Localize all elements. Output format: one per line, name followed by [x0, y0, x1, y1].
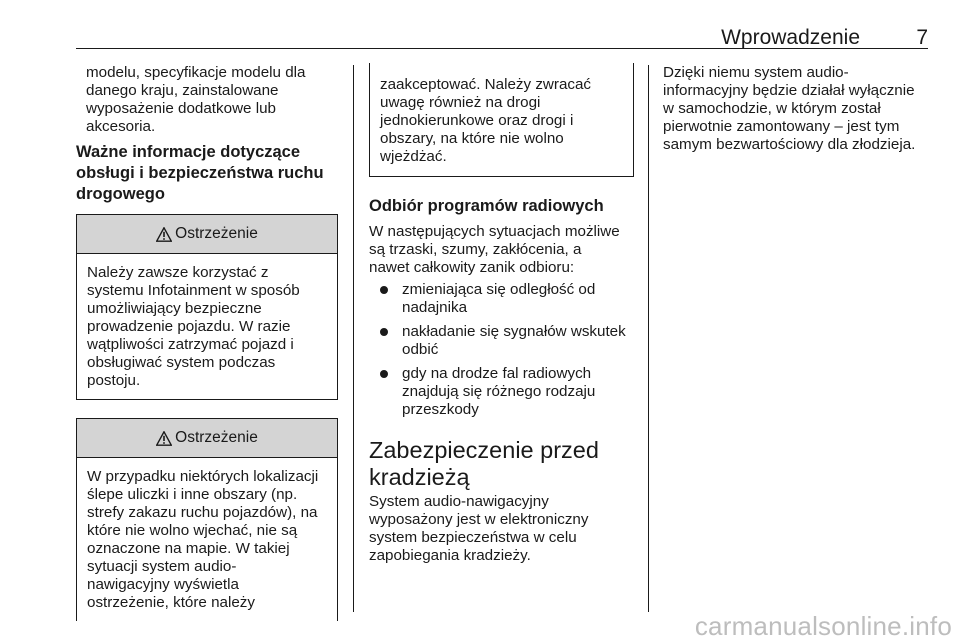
text-line: ostrzeżenie, które należy	[87, 594, 255, 611]
text-line: są trzaski, szumy, zakłócenia, a	[369, 241, 582, 258]
text-line: przeszkody	[402, 401, 479, 418]
heading-line: drogowego	[76, 185, 165, 203]
warning-title: Ostrzeżenie	[175, 225, 258, 242]
heading-line: Ważne informacje dotyczące	[76, 143, 301, 161]
text-line: wyposażony jest w elektroniczny	[369, 511, 589, 528]
section-subheading	[76, 142, 338, 205]
text-line: modelu, specyfikacje modelu dla	[86, 64, 306, 81]
text-line: nadajnika	[402, 299, 468, 316]
reception-issues-list	[369, 281, 634, 419]
warning-title: Ostrzeżenie	[175, 429, 258, 446]
text-line: systemu Infotainment w sposób	[87, 282, 300, 299]
text-line: nawigacyjny wyświetla	[87, 576, 239, 593]
list-item	[369, 365, 634, 419]
watermark: carmanualsonline.info	[694, 611, 952, 641]
column-3	[663, 64, 931, 154]
heading-line: kradzieżą	[369, 464, 470, 490]
column-2	[369, 64, 634, 565]
heading-line: obsługi i bezpieczeństwa ruchu	[76, 164, 324, 182]
text-line: zmieniająca się odległość od	[402, 281, 596, 298]
text-line: zaakceptować. Należy zwracać	[380, 76, 592, 93]
text-line: W następujących sytuacjach możliwe	[369, 223, 620, 240]
text-line: sytuacji system audio-	[87, 558, 237, 575]
text-line: danego kraju, zainstalowane	[86, 82, 279, 99]
theft-protection-heading	[369, 437, 634, 491]
text-line: System audio-nawigacyjny	[369, 493, 549, 510]
text-line: nakładanie się sygnałów wskutek	[402, 323, 626, 340]
column-divider	[648, 65, 649, 612]
theft-paragraph	[369, 493, 634, 565]
text-line: które nie wolno wjechać, nie są	[87, 522, 298, 539]
warning-box-continued	[369, 63, 634, 177]
warning-triangle-icon	[156, 431, 172, 446]
bullet-icon	[380, 370, 388, 378]
text-line: wątpliwości zatrzymać pojazd i	[87, 336, 294, 353]
text-line: umożliwiający bezpieczne	[87, 300, 262, 317]
radio-reception-heading: Odbiór programów radiowych	[369, 197, 604, 215]
intro-paragraph	[76, 64, 338, 136]
list-item	[369, 281, 634, 317]
text-line: system bezpieczeństwa w celu	[369, 529, 577, 546]
text-line: prowadzenie pojazdu. W razie	[87, 318, 291, 335]
bullet-icon	[380, 286, 388, 294]
text-line: obszary, na które nie wolno	[380, 130, 564, 147]
heading-line: Zabezpieczenie przed	[369, 437, 599, 463]
text-line: Dzięki niemu system audio-	[663, 64, 849, 81]
text-line: gdy na drodze fal radiowych	[402, 365, 592, 382]
text-line: jednokierunkowe oraz drogi i	[380, 112, 574, 129]
page-header	[76, 0, 928, 49]
text-line: ślepe uliczki i inne obszary (np.	[87, 486, 298, 503]
warning-header	[77, 215, 337, 254]
text-line: wjeżdżać.	[380, 148, 447, 165]
text-line: znajdują się różnego rodzaju	[402, 383, 596, 400]
warning-body	[77, 254, 337, 399]
text-line: obsługiwać system podczas	[87, 354, 276, 371]
radio-intro-paragraph	[369, 223, 634, 277]
warning-box	[76, 418, 338, 621]
text-line: zapobiegania kradzieży.	[369, 547, 531, 564]
text-line: W przypadku niektórych lokalizacji	[87, 468, 319, 485]
bullet-icon	[380, 328, 388, 336]
text-line: samym bezwartościowy dla złodzieja.	[663, 136, 916, 153]
warning-triangle-icon	[156, 227, 172, 242]
text-line: pierwotnie zamontowany – jest tym	[663, 118, 900, 135]
text-line: postoju.	[87, 372, 141, 389]
list-item	[369, 323, 634, 359]
warning-box	[76, 214, 338, 400]
column-divider	[353, 65, 354, 612]
text-line: w samochodzie, w którym został	[663, 100, 881, 117]
text-line: Należy zawsze korzystać z	[87, 264, 269, 281]
text-line: informacyjny będzie działał wyłącznie	[663, 82, 915, 99]
text-line: nawet całkowity zanik odbioru:	[369, 259, 575, 276]
page-number: 7	[916, 26, 928, 49]
text-line: akcesoria.	[86, 118, 156, 135]
text-line: wyposażenie dodatkowe lub	[86, 100, 276, 117]
text-line: oznaczone na mapie. W takiej	[87, 540, 290, 557]
column-1	[76, 64, 338, 621]
warning-header	[77, 419, 337, 458]
header-title: Wprowadzenie	[721, 26, 860, 49]
text-line: odbić	[402, 341, 439, 358]
text-line: strefy zakazu ruchu pojazdów), na	[87, 504, 318, 521]
warning-body	[77, 458, 337, 621]
text-line: uwagę również na drogi	[380, 94, 541, 111]
